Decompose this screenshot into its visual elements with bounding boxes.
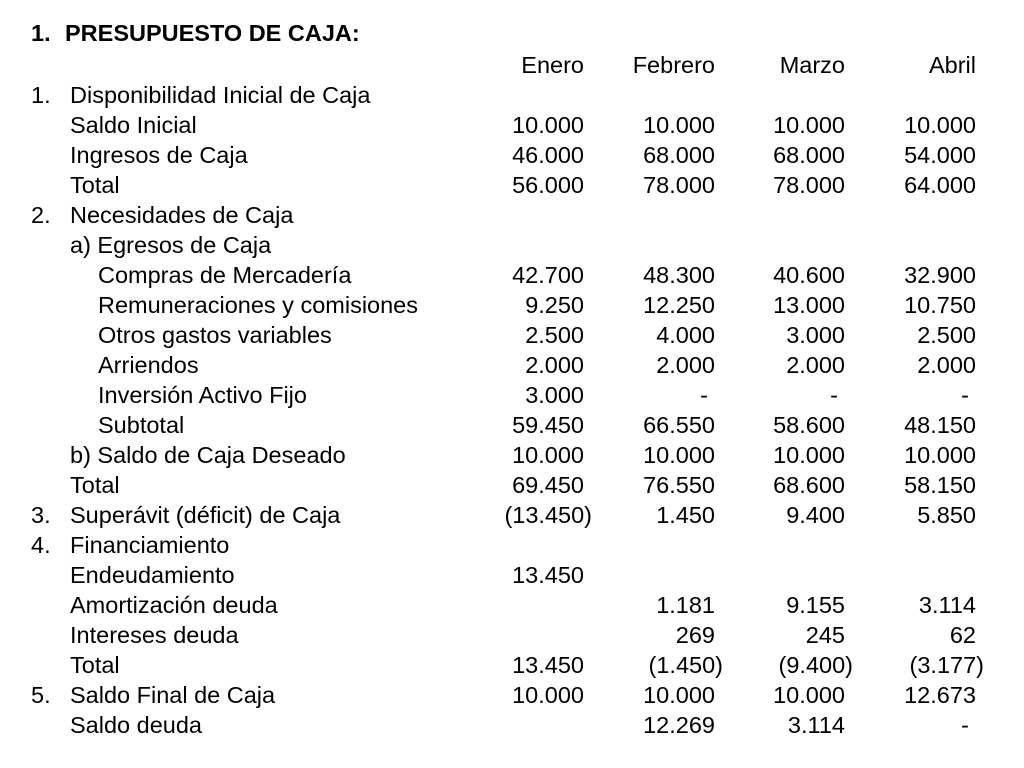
row-value-abril: 32.900: [904, 262, 976, 288]
row-value-febrero: 78.000: [643, 172, 715, 198]
table-row: [0, 560, 1024, 590]
row-value-abril: (3.177): [909, 652, 984, 678]
row-value-marzo: 58.600: [773, 412, 845, 438]
table-row: [0, 170, 1024, 200]
table-row: [0, 320, 1024, 350]
row-value-febrero: -: [700, 382, 708, 408]
row-label: Endeudamiento: [70, 562, 235, 588]
table-row: [0, 230, 1024, 260]
row-value-abril: 62: [949, 622, 976, 648]
month-header-febrero: Febrero: [632, 52, 715, 78]
row-label: Inversión Activo Fijo: [98, 382, 307, 408]
table-row: [0, 590, 1024, 620]
row-value-marzo: 68.600: [773, 472, 845, 498]
row-value-enero: 2.000: [525, 352, 584, 378]
row-value-febrero: 4.000: [656, 322, 715, 348]
row-value-enero: 56.000: [512, 172, 584, 198]
row-value-marzo: 68.000: [773, 142, 845, 168]
table-row: [0, 350, 1024, 380]
row-value-abril: 3.114: [918, 592, 976, 618]
row-value-enero: 9.250: [525, 292, 584, 318]
row-value-enero: (13.450): [504, 502, 592, 528]
row-value-enero: 10.000: [512, 682, 584, 708]
section-number: 2.: [31, 202, 51, 228]
row-value-marzo: 10.000: [773, 682, 845, 708]
row-value-marzo: 245: [805, 622, 845, 648]
row-label: Ingresos de Caja: [70, 142, 248, 168]
document-title: [31, 20, 360, 47]
row-value-febrero: 269: [675, 622, 715, 648]
row-label: Total: [70, 652, 120, 678]
row-value-marzo: 10.000: [773, 112, 845, 138]
row-value-marzo: 10.000: [773, 442, 845, 468]
row-value-febrero: 10.000: [643, 682, 715, 708]
row-value-marzo: 40.600: [773, 262, 845, 288]
row-value-febrero: 12.269: [643, 712, 715, 738]
row-value-febrero: (1.450): [648, 652, 723, 678]
table-row: [0, 500, 1024, 530]
table-row: [0, 710, 1024, 740]
row-value-marzo: 9.155: [786, 592, 845, 618]
row-value-abril: 2.000: [917, 352, 976, 378]
table-row: [0, 620, 1024, 650]
row-value-enero: 59.450: [512, 412, 584, 438]
row-label: Otros gastos variables: [98, 322, 332, 348]
row-label: Intereses deuda: [70, 622, 239, 648]
row-value-abril: -: [961, 712, 969, 738]
row-label: Compras de Mercadería: [98, 262, 352, 288]
table-row: [0, 530, 1024, 560]
table-row: [0, 260, 1024, 290]
row-value-marzo: 9.400: [786, 502, 845, 528]
row-label: Financiamiento: [70, 532, 230, 558]
table-row: [0, 650, 1024, 680]
table-row: [0, 410, 1024, 440]
row-value-abril: 64.000: [904, 172, 976, 198]
month-header-abril: Abril: [928, 52, 976, 78]
table-row: [0, 290, 1024, 320]
row-value-enero: 10.000: [512, 442, 584, 468]
row-value-marzo: 2.000: [786, 352, 845, 378]
row-label: Necesidades de Caja: [70, 202, 294, 228]
section-number: 1.: [31, 82, 51, 108]
row-label: Saldo Final de Caja: [70, 682, 276, 708]
row-value-enero: 69.450: [512, 472, 584, 498]
month-header-enero: Enero: [521, 52, 584, 78]
row-value-febrero: 66.550: [643, 412, 715, 438]
table-row: [0, 80, 1024, 110]
row-value-febrero: 48.300: [643, 262, 715, 288]
row-value-febrero: 76.550: [643, 472, 715, 498]
row-label: Amortización deuda: [70, 592, 278, 618]
row-value-enero: 2.500: [525, 322, 584, 348]
table-row: [0, 200, 1024, 230]
row-value-abril: 58.150: [904, 472, 976, 498]
row-label: b) Saldo de Caja Deseado: [70, 442, 346, 468]
row-value-abril: 5.850: [917, 502, 976, 528]
table-row: [0, 380, 1024, 410]
row-value-abril: 2.500: [917, 322, 976, 348]
row-value-marzo: 13.000: [773, 292, 845, 318]
row-label: Remuneraciones y comisiones: [98, 292, 419, 318]
row-value-abril: -: [961, 382, 969, 408]
row-value-abril: 10.000: [904, 112, 976, 138]
row-value-marzo: (9.400): [778, 652, 853, 678]
month-header-marzo: Marzo: [779, 52, 845, 78]
row-value-febrero: 1.181: [656, 592, 715, 618]
section-number: 5.: [31, 682, 51, 708]
row-value-enero: 46.000: [512, 142, 584, 168]
table-row: [0, 440, 1024, 470]
table-row: [0, 470, 1024, 500]
row-label: Arriendos: [98, 352, 199, 378]
row-value-enero: 13.450: [512, 652, 584, 678]
row-value-enero: 3.000: [525, 382, 584, 408]
row-value-enero: 13.450: [512, 562, 584, 588]
row-value-febrero: 10.000: [643, 112, 715, 138]
row-label: Superávit (déficit) de Caja: [70, 502, 341, 528]
title-number: 1.: [31, 20, 51, 46]
row-value-abril: 48.150: [904, 412, 976, 438]
row-value-marzo: 3.114: [787, 712, 845, 738]
row-value-febrero: 1.450: [656, 502, 715, 528]
row-value-enero: 10.000: [512, 112, 584, 138]
row-label: a) Egresos de Caja: [70, 232, 272, 258]
row-value-febrero: 12.250: [643, 292, 715, 318]
section-number: 4.: [31, 532, 51, 558]
section-number: 3.: [31, 502, 51, 528]
row-label: Total: [70, 172, 120, 198]
row-label: Saldo Inicial: [70, 112, 197, 138]
title-text: PRESUPUESTO DE CAJA:: [65, 20, 360, 46]
row-value-enero: 42.700: [512, 262, 584, 288]
row-label: Saldo deuda: [70, 712, 202, 738]
row-value-marzo: 78.000: [773, 172, 845, 198]
row-value-marzo: 3.000: [786, 322, 845, 348]
row-label: Subtotal: [98, 412, 185, 438]
row-value-abril: 12.673: [904, 682, 976, 708]
row-value-abril: 54.000: [904, 142, 976, 168]
row-value-abril: 10.750: [904, 292, 976, 318]
table-row: [0, 680, 1024, 710]
row-value-febrero: 68.000: [643, 142, 715, 168]
row-value-marzo: -: [830, 382, 838, 408]
month-header-row: [0, 50, 1024, 80]
table-row: [0, 140, 1024, 170]
row-value-abril: 10.000: [904, 442, 976, 468]
table-row: [0, 110, 1024, 140]
row-value-febrero: 2.000: [656, 352, 715, 378]
row-label: Total: [70, 472, 120, 498]
row-value-febrero: 10.000: [643, 442, 715, 468]
row-label: Disponibilidad Inicial de Caja: [70, 82, 371, 108]
